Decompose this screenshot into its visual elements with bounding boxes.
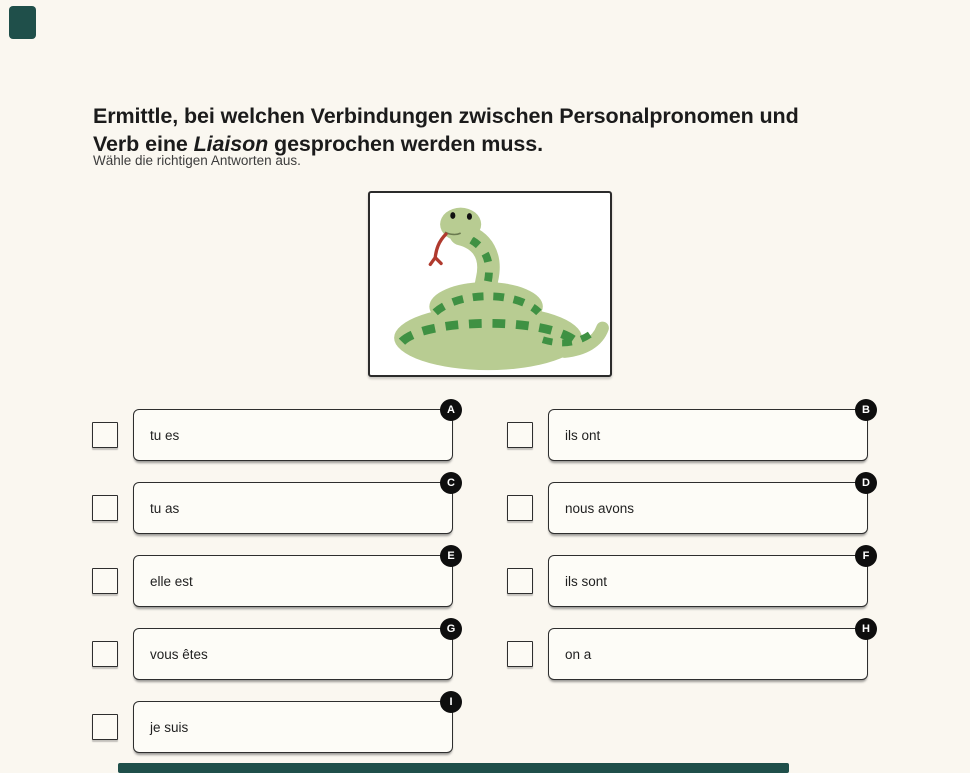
answer-label: ils sont <box>565 573 608 589</box>
answer-label: je suis <box>150 719 189 735</box>
option-checkbox[interactable] <box>92 495 118 521</box>
option-badge <box>855 399 877 421</box>
option-checkbox[interactable] <box>92 641 118 667</box>
option-row <box>92 550 455 607</box>
option-badge <box>440 618 462 640</box>
snake-illustration <box>370 193 610 375</box>
page-title <box>93 102 883 158</box>
title-line2-pre: Verb eine <box>93 132 194 157</box>
option-row <box>507 477 870 534</box>
answer-label: nous avons <box>565 500 635 516</box>
answer-box[interactable] <box>133 404 455 461</box>
answer-box[interactable] <box>133 623 456 680</box>
badge-letter: H <box>862 623 870 635</box>
badge-letter: E <box>447 550 455 562</box>
badge-letter: D <box>862 477 870 489</box>
option-badge <box>855 618 877 640</box>
option-badge <box>440 545 462 567</box>
title-line2-post: gesprochen werden muss. <box>268 132 543 157</box>
answer-box[interactable] <box>548 550 870 607</box>
option-badge <box>440 399 462 421</box>
title-line1: Ermittle, bei welchen Verbindungen zwischen Personalpronomen und <box>93 104 799 129</box>
badge-letter: A <box>447 404 455 416</box>
answer-box[interactable] <box>548 623 870 680</box>
corner-accent <box>9 6 36 39</box>
option-badge <box>855 472 877 494</box>
option-badge <box>440 691 462 713</box>
answer-box[interactable] <box>133 550 455 607</box>
answer-box[interactable] <box>548 404 870 461</box>
option-row <box>92 623 456 680</box>
option-checkbox[interactable] <box>92 422 118 448</box>
answer-label: elle est <box>150 573 193 589</box>
answer-box[interactable] <box>548 477 870 534</box>
badge-letter: F <box>862 550 870 562</box>
badge-letter: C <box>447 477 455 489</box>
option-row <box>92 696 453 753</box>
option-row <box>507 623 870 680</box>
answer-label: on a <box>565 646 592 662</box>
option-checkbox[interactable] <box>92 568 118 594</box>
option-badge <box>440 472 462 494</box>
title-italic-word: Liaison <box>193 132 269 157</box>
option-checkbox[interactable] <box>507 641 533 667</box>
option-row <box>92 404 455 461</box>
answer-box[interactable] <box>133 477 455 534</box>
badge-letter: G <box>446 623 456 635</box>
answer-box[interactable] <box>133 696 453 753</box>
option-checkbox[interactable] <box>92 714 118 740</box>
option-checkbox[interactable] <box>507 422 533 448</box>
option-badge <box>855 545 877 567</box>
option-checkbox[interactable] <box>507 495 533 521</box>
illustration-panel <box>368 191 612 377</box>
badge-letter: B <box>862 404 870 416</box>
option-checkbox[interactable] <box>507 568 533 594</box>
badge-letter: I <box>449 696 453 708</box>
answer-label: tu as <box>150 500 180 516</box>
option-row <box>507 404 870 461</box>
option-row <box>507 550 870 607</box>
option-row <box>92 477 455 534</box>
answer-label: ils ont <box>565 427 601 443</box>
answer-label: tu es <box>150 427 180 443</box>
bottom-accent-bar <box>118 763 789 773</box>
answer-label: vous êtes <box>150 646 208 662</box>
instruction-text: Wähle die richtigen Antworten aus. <box>93 153 301 168</box>
